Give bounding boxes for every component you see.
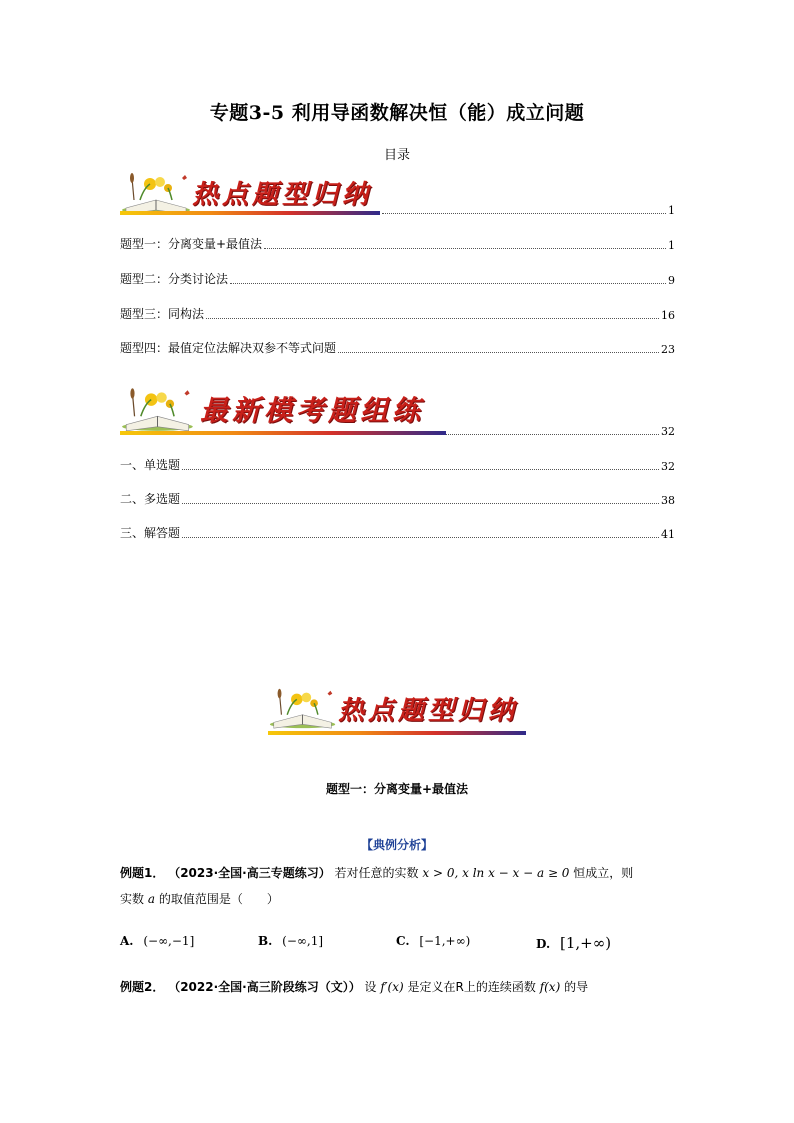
choice-c [396,934,470,948]
banner-title: 热点题型归纳 [338,696,519,726]
toc-dots [338,351,659,353]
example-var: a [147,892,155,906]
toc-dots [446,433,659,435]
example-text: 的导 [564,980,589,994]
toc-dots [206,317,659,319]
section-title: 题型一：分离变量+最值法 [325,782,469,796]
choice-b [258,934,323,948]
toc-page: 9 [668,274,675,287]
toc-dots [182,468,659,470]
example-fprime: f′(x) [380,980,404,994]
example-1 [120,860,680,912]
choice-value: (−∞,1] [282,934,324,948]
toc-row-hot-topics[interactable] [382,203,675,217]
toc-row-label: 一、单选题 [120,458,181,472]
toc-page: 32 [661,425,675,438]
toc-row[interactable] [120,236,675,252]
banner-hot-topics [120,170,390,218]
banner-underline [120,211,380,215]
example-text: 恒成立，则 [573,866,634,880]
example-label: 例题2． [120,980,165,994]
toc-row[interactable] [120,340,675,356]
choice-value: (−∞,−1] [143,934,195,948]
toc-page: 1 [668,239,675,252]
example-text: 的取值范围是（ ） [158,892,279,906]
toc-page: 23 [661,343,675,356]
example-source: （2023·全国·高三专题练习） [168,866,331,880]
page-title: 专题3-5 利用导函数解决恒（能）成立问题 [209,102,585,124]
choice-letter: B. [258,934,273,948]
choice-value: [−1,+∞) [419,934,471,948]
banner-underline [268,731,526,735]
toc-label: 目录 [383,148,410,163]
choice-letter: D. [536,937,551,951]
example-f: f(x) [539,980,561,994]
toc-row[interactable] [120,525,675,541]
choice-value: [1,+∞) [559,934,612,952]
toc-dots [230,282,666,284]
toc-page: 1 [668,204,675,217]
toc-page: 32 [661,460,675,473]
toc-dots [382,212,666,214]
toc-dots [264,247,666,249]
toc-row-label: 二、多选题 [120,492,181,506]
choice-a [120,934,194,948]
toc-dots [182,502,659,504]
analysis-heading: 【典例分析】 [360,838,433,852]
banner-underline [120,431,446,435]
open-book-flowers-icon [268,684,340,732]
example-label: 例题1． [120,866,165,880]
toc-row-label: 题型一：分离变量+最值法 [120,237,263,251]
example-condition: x > 0, x ln x − x − a ≥ 0 [422,866,570,880]
banner-title: 最新模考题组练 [200,394,425,427]
choice-d [536,934,611,952]
open-book-flowers-icon [120,385,198,433]
toc-row-label: 题型三：同构法 [120,307,205,321]
toc-row-label: 题型二：分类讨论法 [120,272,229,286]
example-text: 实数 [120,892,145,906]
toc-row-mock-exams[interactable] [446,424,675,438]
open-book-flowers-icon [120,170,195,216]
example-2 [120,974,680,1000]
toc-row[interactable] [120,457,675,473]
banner-mock-exams [120,385,450,437]
toc-dots [182,536,659,538]
toc-row[interactable] [120,306,675,322]
example-text: 设 [364,980,377,994]
example-source: （2022·全国·高三阶段练习（文）） [168,980,361,994]
toc-row-label: 三、解答题 [120,526,181,540]
banner-title: 热点题型归纳 [192,180,373,210]
toc-row-label: 题型四：最值定位法解决双参不等式问题 [120,341,337,355]
toc-page: 16 [661,309,675,322]
example-text: 是定义在R上的连续函数 [407,980,536,994]
toc-page: 38 [661,494,675,507]
choice-letter: A. [120,934,134,948]
example-text: 若对任意的实数 [334,866,419,880]
toc-page: 41 [661,528,675,541]
toc-row[interactable] [120,491,675,507]
toc-row[interactable] [120,271,675,287]
choice-letter: C. [396,934,410,948]
banner-hot-topics-section [268,684,530,740]
